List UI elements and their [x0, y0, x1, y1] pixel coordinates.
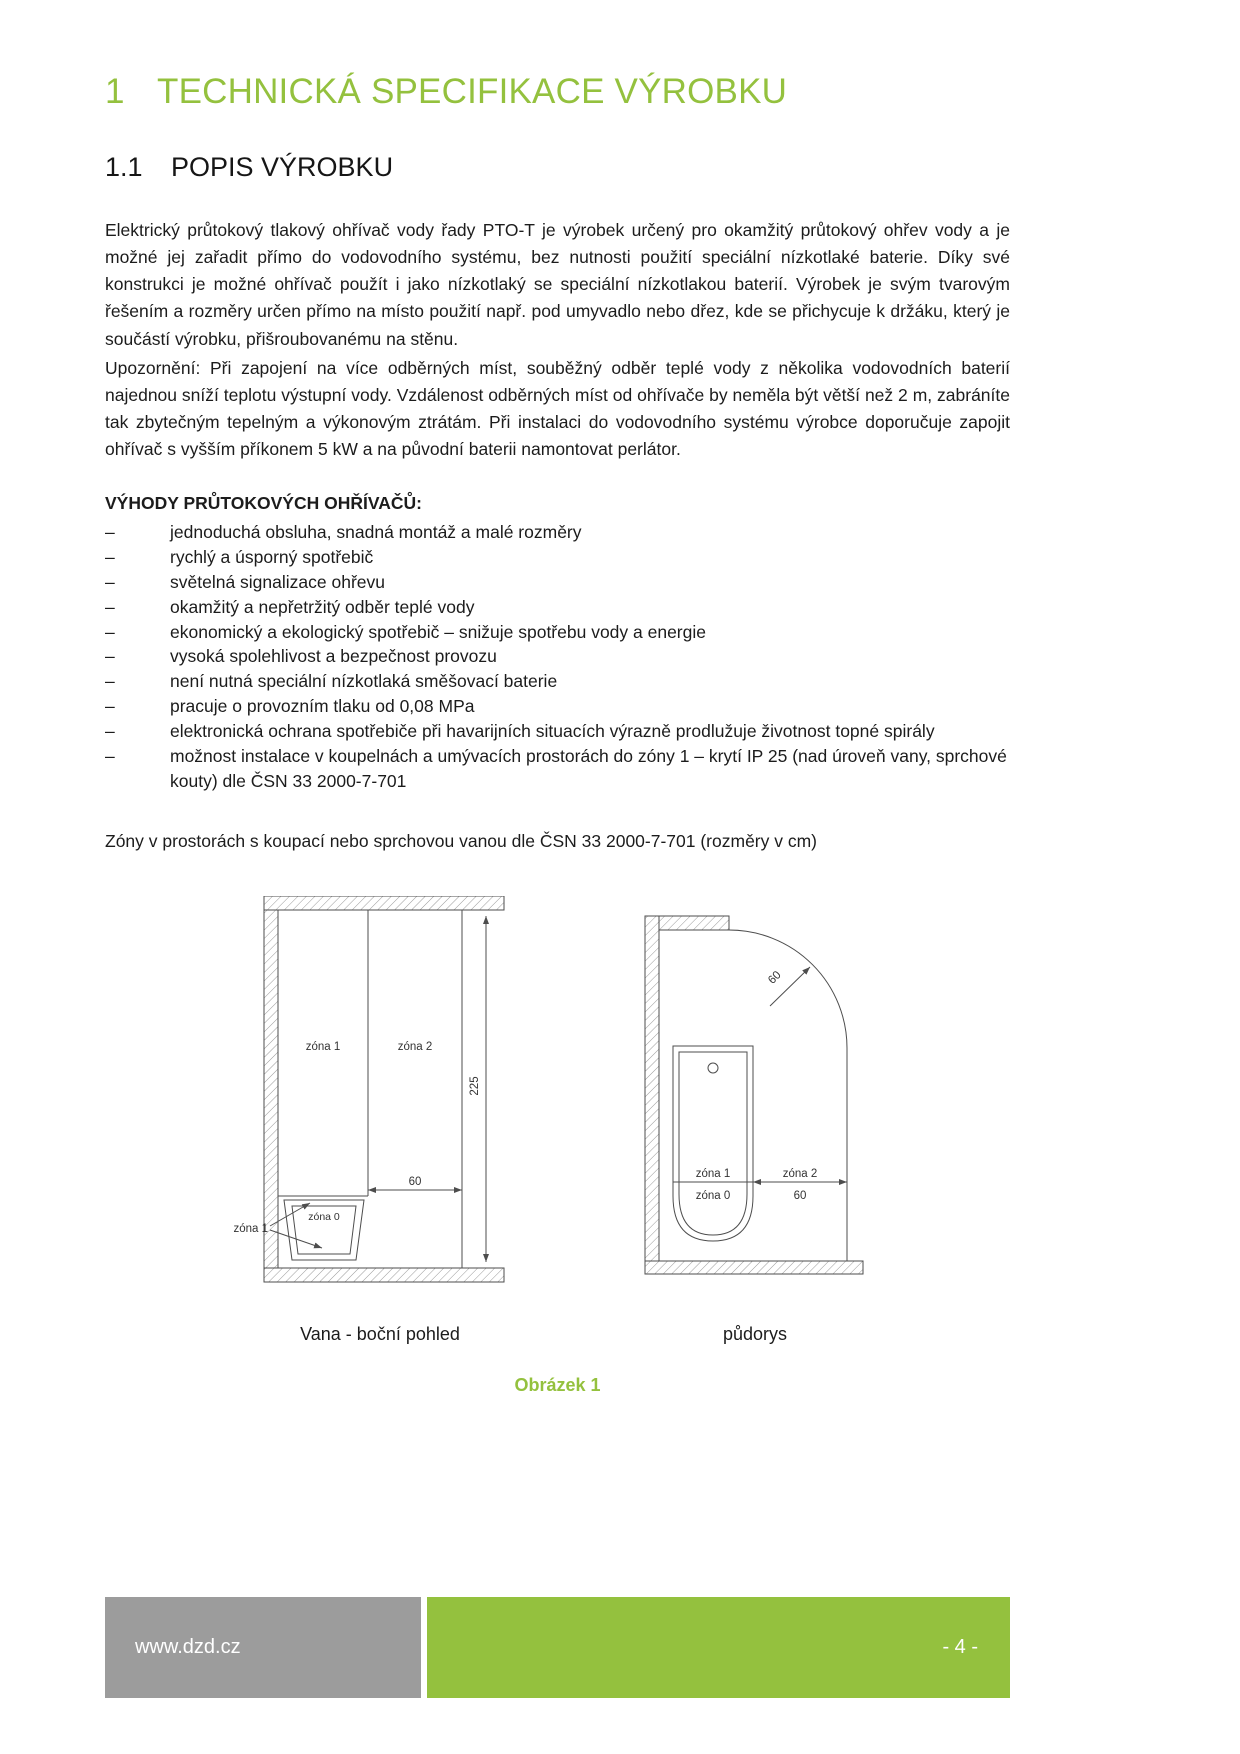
- section-title: [105, 152, 1010, 183]
- zone0-label: zóna 0: [308, 1211, 340, 1224]
- list-item: [105, 669, 1010, 694]
- list-bullet: –: [105, 671, 115, 692]
- list-bullet: –: [105, 621, 115, 642]
- zone2-label: zóna 2: [782, 1168, 818, 1181]
- page-title-text: TECHNICKÁ SPECIFIKACE VÝROBKU: [157, 72, 788, 111]
- floor-plan-diagram: [625, 896, 885, 1296]
- footer-website-link[interactable]: www.dzd.cz: [135, 1636, 241, 1658]
- figure-column-floor-plan: [625, 896, 885, 1345]
- list-item: [105, 520, 1010, 545]
- floor-plan-labels: [696, 970, 818, 1203]
- section-title-text: POPIS VÝROBKU: [171, 152, 394, 182]
- side-view-diagram: [230, 896, 530, 1296]
- wall-hatch: [264, 910, 278, 1268]
- list-item: [105, 570, 1010, 595]
- paragraph-product-description: Elektrický průtokový tlakový ohřívač vody řady PTO-T je výrobek určený pro okamžitý průtokový ohřev vody a je možné jej zařadit přímo do vodovodního systému, bez nutnosti použití speciální nízkotlaké baterie. Díky své konstrukci je možné ohřívač použít i jako nízkotlaký se speciální nízkotlakou baterií. Výrobek je svým tvarovým řešením a rozměry určen přímo na místo použití např. pod umyvadlo nebo dřez, kde se přichycuje k držáku, který je součástí výrobku, přišroubovanému na stěnu.: [105, 220, 1010, 349]
- list-item: [105, 545, 1010, 570]
- list-bullet: –: [105, 745, 115, 766]
- bathtub-outer: [284, 1200, 364, 1260]
- width-dimension-label: 60: [793, 1190, 807, 1203]
- zones-note: Zóny v prostorách s koupací nebo sprchovou vanou dle ČSN 33 2000-7-701 (rozměry v cm): [105, 831, 818, 852]
- bathtub-inner: [679, 1052, 747, 1235]
- list-item-text: možnost instalace v koupelnách a umývacích prostorách do zóny 1 – krytí IP 25 (nad úroveň vany, sprchové kouty) dle ČSN 33 2000-7-701: [170, 745, 1007, 791]
- footer-website-box: [105, 1597, 421, 1698]
- top-wall-hatch: [659, 916, 729, 930]
- bottom-wall-hatch: [645, 1261, 863, 1274]
- zone1-label: zóna 1: [305, 1041, 341, 1054]
- width-dimension-label: 60: [408, 1176, 422, 1189]
- bathtub-outer: [673, 1046, 753, 1241]
- list-item-text: světelná signalizace ohřevu: [170, 571, 385, 592]
- list-item-text: není nutná speciální nízkotlaká směšovací baterie: [170, 671, 558, 692]
- list-item: [105, 644, 1010, 669]
- zone2-label: zóna 2: [397, 1041, 433, 1054]
- floor-plan-structure: [645, 916, 863, 1274]
- paragraph-notice: Upozornění: Při zapojení na více odběrných míst, souběžný odběr teplé vody z několika vodovodních baterií najednou sníží teplotu výstupní vody. Vzdálenost odběrných míst od ohřívače by neměla být větší než 2 m, zabráníte tak zbytečným tepelným a výkonovým ztrátám. Při instalaci do vodovodního systému výrobce doporučuje zapojit ohřívač s vyšším příkonem 5 kW a na původní baterii namontovat perlátor.: [105, 357, 1010, 459]
- list-item-text: jednoduchá obsluha, snadná montáž a malé rozměry: [170, 522, 582, 543]
- height-dimension-label: 225: [469, 1076, 481, 1096]
- list-bullet: –: [105, 696, 115, 717]
- section-title-number: 1.1: [105, 152, 143, 182]
- list-bullet: –: [105, 571, 115, 592]
- page-title: [105, 72, 1010, 112]
- list-item: [105, 694, 1010, 719]
- radius-dimension-label: 60: [766, 969, 784, 988]
- advantages-list: [105, 520, 1010, 793]
- figure-label: Obrázek 1: [514, 1375, 601, 1396]
- zone1-label: zóna 1: [695, 1168, 731, 1181]
- list-item-text: okamžitý a nepřetržitý odběr teplé vody: [170, 596, 475, 617]
- list-item: [105, 719, 1010, 744]
- list-bullet: –: [105, 546, 115, 567]
- list-item-text: rychlý a úsporný spotřebič: [170, 546, 374, 567]
- figure-caption-side-view: Vana - boční pohled: [300, 1324, 460, 1345]
- list-bullet: –: [105, 720, 115, 741]
- list-item-text: vysoká spolehlivost a bezpečnost provozu: [170, 646, 497, 667]
- ceiling-hatch: [264, 896, 504, 910]
- side-view-structure: [264, 896, 504, 1282]
- advantages-heading: VÝHODY PRŮTOKOVÝCH OHŘÍVAČŮ:: [105, 493, 422, 514]
- list-bullet: –: [105, 522, 115, 543]
- figure-column-side-view: [230, 896, 530, 1345]
- left-wall-hatch: [645, 916, 659, 1261]
- list-item: [105, 744, 1010, 794]
- list-item-text: ekonomický a ekologický spotřebič – snižuje spotřebu vody a energie: [170, 621, 706, 642]
- zone1-callout-label: zóna 1: [233, 1223, 268, 1236]
- list-bullet: –: [105, 646, 115, 667]
- figure-caption-floor-plan: půdorys: [722, 1324, 788, 1345]
- page-number: - 4 -: [942, 1636, 978, 1658]
- floor-hatch: [264, 1268, 504, 1282]
- page-footer: [105, 1597, 1010, 1698]
- list-item-text: elektronická ochrana spotřebiče při havarijních situacích výrazně prodlužuje životnost topné spirály: [170, 720, 935, 741]
- list-bullet: –: [105, 596, 115, 617]
- page-title-number: 1: [105, 72, 125, 111]
- footer-page-box: [427, 1597, 1010, 1698]
- tub-drain: [708, 1063, 718, 1073]
- zone0-label: zóna 0: [695, 1190, 731, 1203]
- page-content: [105, 0, 1010, 1396]
- list-item-text: pracuje o provozním tlaku od 0,08 MPa: [170, 696, 475, 717]
- figure: [105, 896, 1010, 1345]
- list-item: [105, 595, 1010, 620]
- list-item: [105, 620, 1010, 645]
